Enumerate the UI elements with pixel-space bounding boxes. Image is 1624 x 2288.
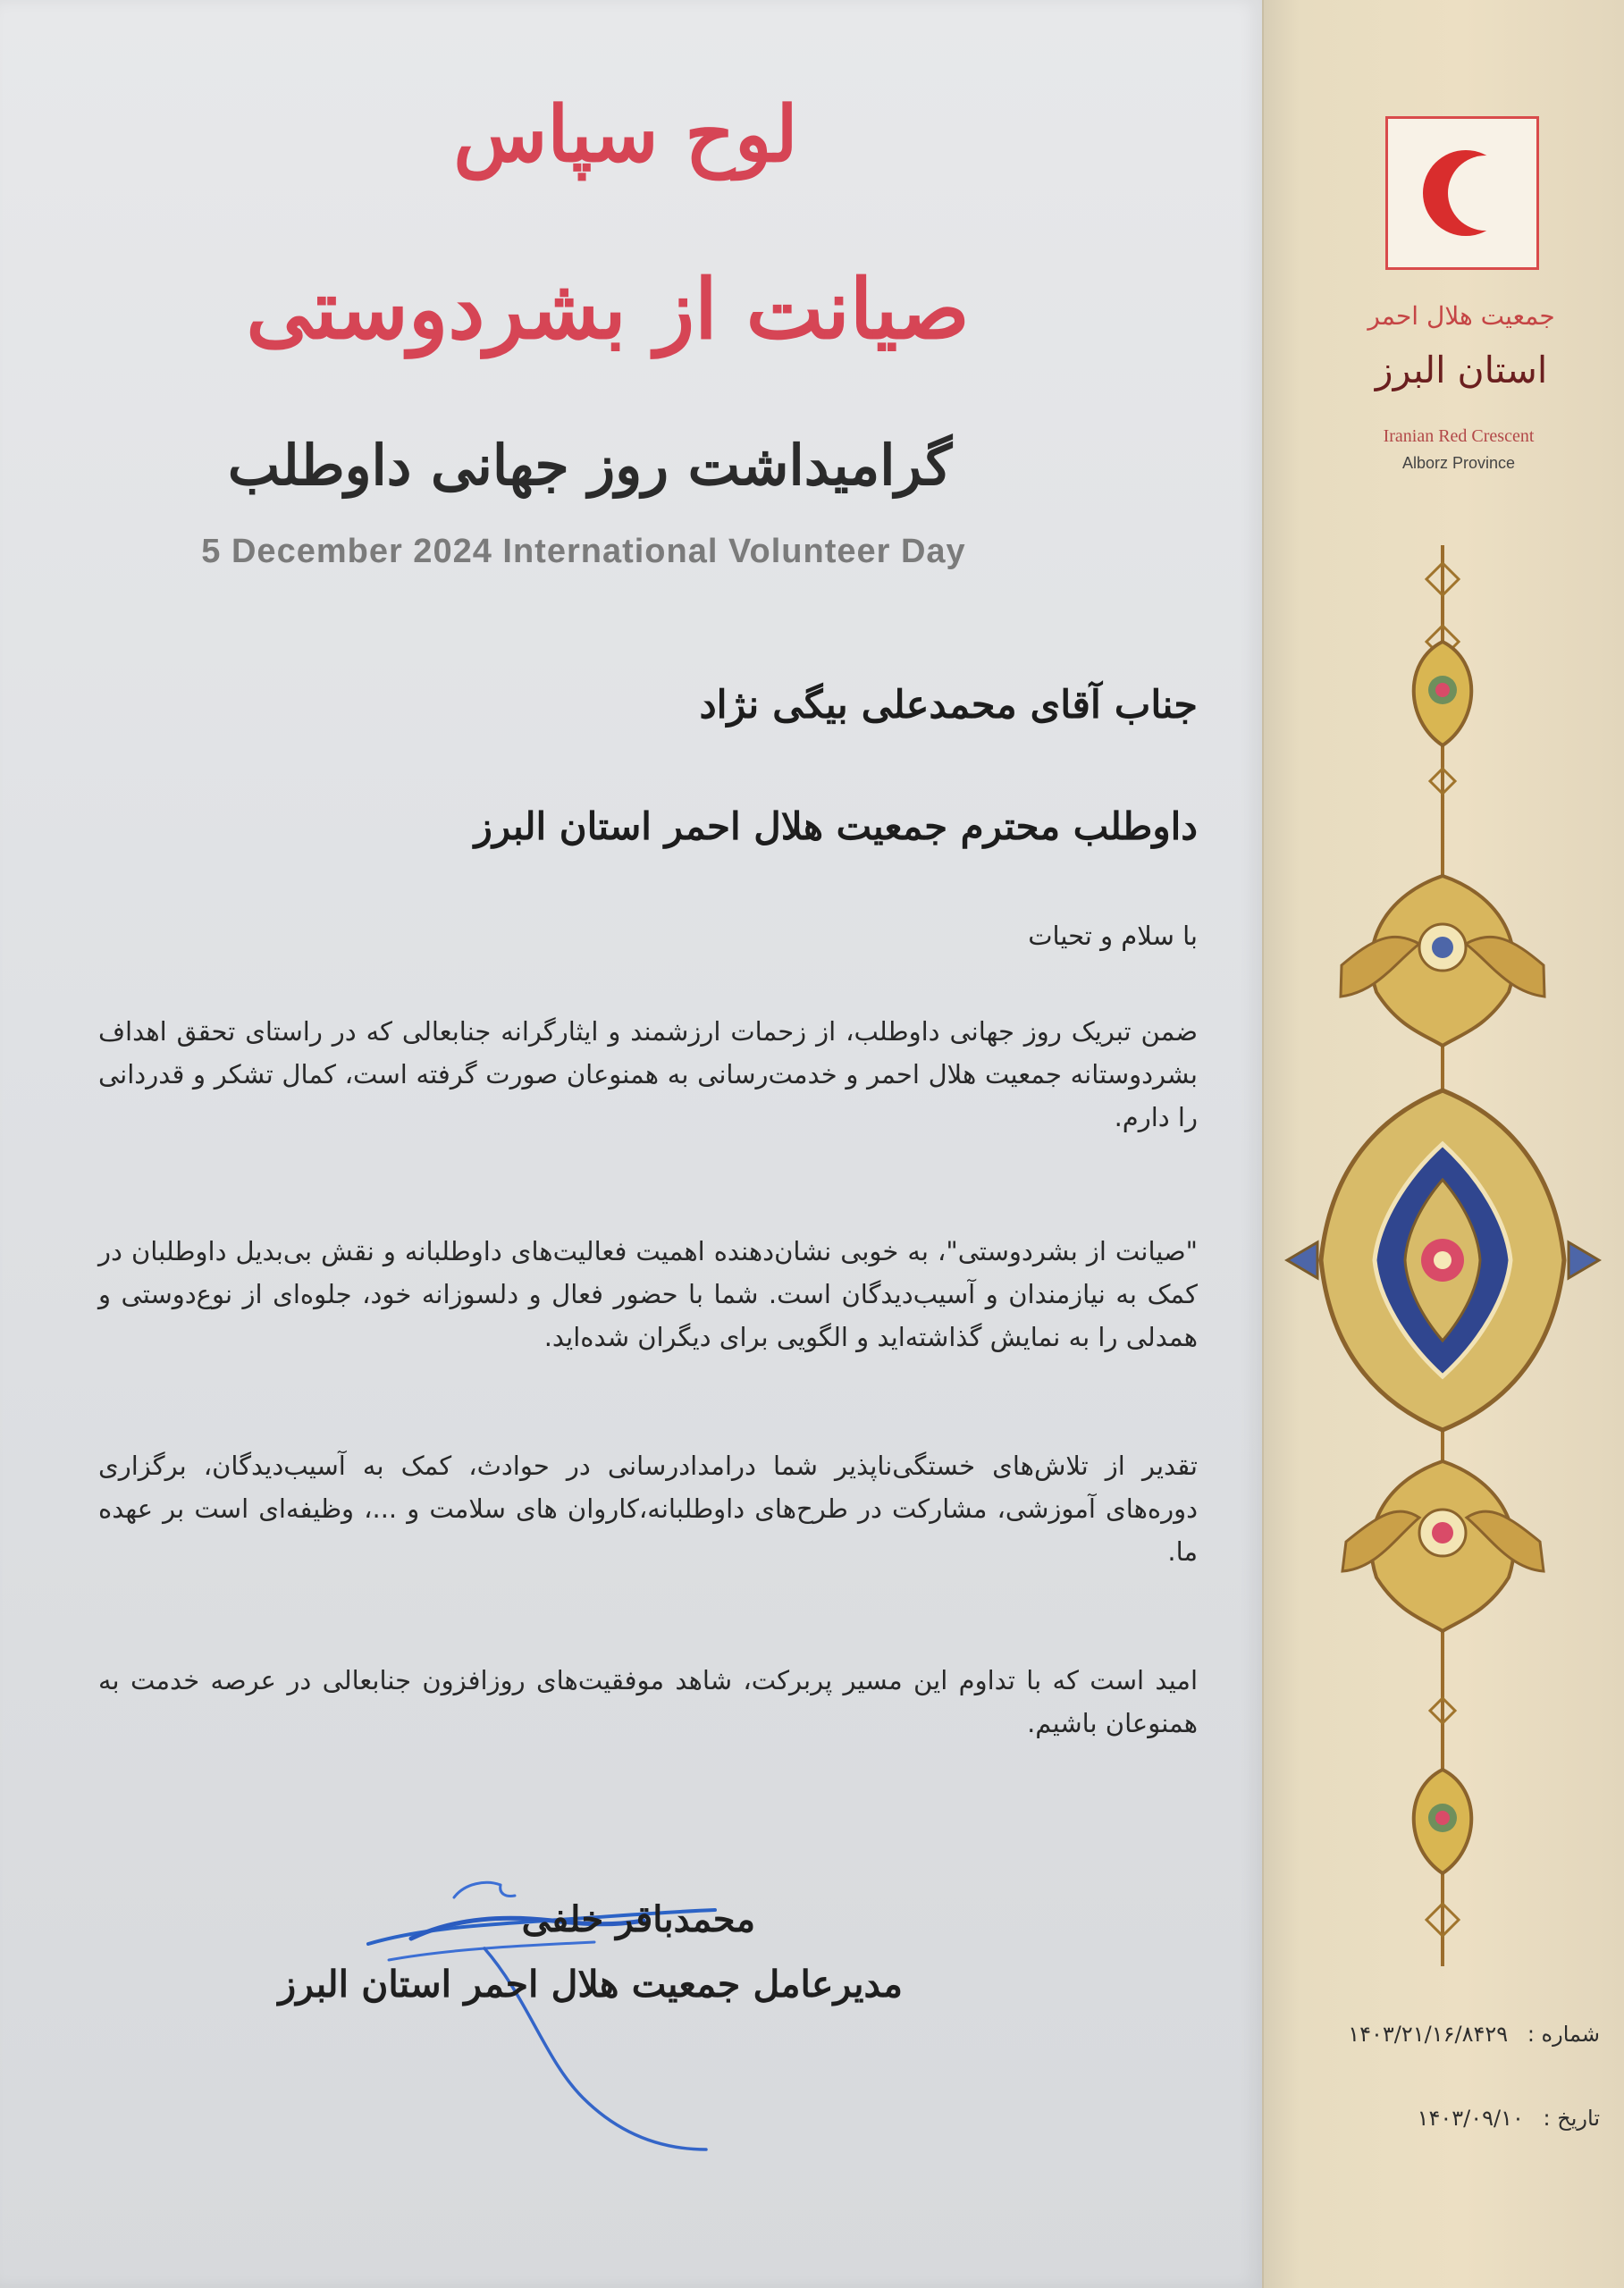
body-paragraph-2: "صیانت از بشردوستی"، به خوبی نشان‌دهنده اهمیت فعالیت‌های داوطلبانه و نقش بی‌بدیل داوطلبان در کمک به نیازمندان و آسیب‌دیدگان است. شما با حضور فعال و دلسوزانه خود، جلوه‌ای از نوع‌دوستی و همدلی را به نمایش گذاشته‌اید و الگویی برای دیگران شده‌اید. (98, 1236, 1198, 1353)
addressee-line: جناب آقای محمدعلی بیگی نژاد (699, 683, 1198, 728)
volunteer-role-line: داوطلب محترم جمعیت هلال احمر استان البرز (474, 804, 1198, 848)
organization-name-fa: جمعیت هلال احمر (1367, 301, 1555, 331)
body-paragraph-1: ضمن تبریک روز جهانی داوطلب، از زحمات ارزشمند و ایثارگرانه جنابعالی که در راستای تحقق اهداف بشردوستانه جمعیت هلال احمر و خدمت‌رسانی به همنوعان صورت گرفته است، کمال تشکر و قدردانی را دارم. (98, 1016, 1198, 1133)
english-date-line: 5 December 2024 International Volunteer Day (201, 533, 966, 570)
province-name-en: Alborz Province (1401, 454, 1516, 472)
signatory-name: محمدباقر خلفی (521, 1898, 755, 1940)
certificate-subtitle: صیانت از بشردوستی (246, 261, 970, 358)
red-crescent-icon (1401, 132, 1523, 254)
organization-name-en: Iranian Red Crescent (1383, 426, 1535, 446)
document-number (1300, 2022, 1600, 2047)
commemoration-line: گرامیداشت روز جهانی داوطلب (227, 433, 953, 498)
date-value: ۱۴۰۳/۰۹/۱۰ (1417, 2106, 1524, 2131)
greeting-line: با سلام و تحیات (1028, 921, 1198, 951)
body-paragraph-3: تقدیر از تلاش‌های خستگی‌ناپذیر شما درامدادرسانی در حوادث، کمک به آسیب‌دیدگان، برگزاری دوره‌های آموزشی، مشارکت در طرح‌های داوطلبانه،کاروان های سلامت و ...، وظیفه‌ای است بر عهده ما. (98, 1451, 1198, 1568)
province-name-fa: استان البرز (1375, 349, 1548, 391)
body-paragraph-4: امید است که با تداوم این مسیر پربرکت، شاهد موفقیت‌های روزافزون جنابعالی در عرصه خدمت به همنوعان باشیم. (98, 1665, 1198, 1739)
number-value: ۱۴۰۳/۲۱/۱۶/۸۴۲۹ (1348, 2022, 1509, 2047)
signatory-title: مدیرعامل جمعیت هلال احمر استان البرز (278, 1963, 903, 2006)
certificate-title: لوح سپاس (453, 89, 798, 180)
date-label: تاریخ : (1543, 2106, 1600, 2131)
persian-ornament-icon (1267, 545, 1619, 1966)
number-label: شماره : (1527, 2022, 1600, 2047)
document-date (1341, 2106, 1600, 2131)
